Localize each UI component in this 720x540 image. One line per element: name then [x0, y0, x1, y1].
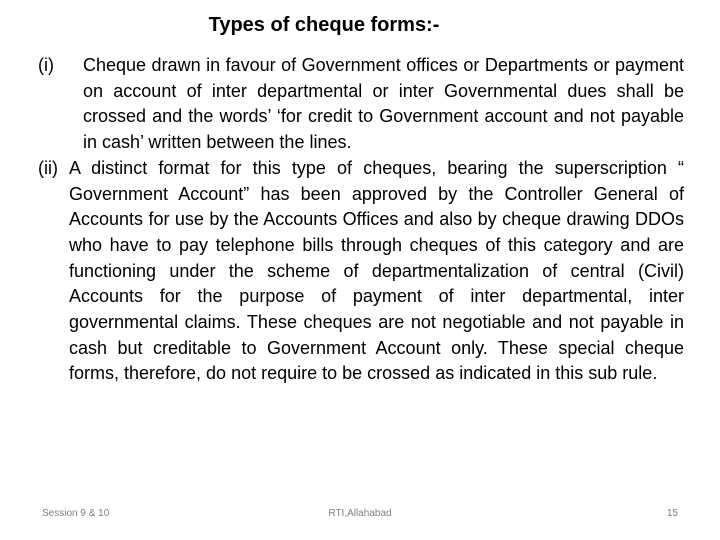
list-item — [38, 53, 684, 156]
cheque-types-list — [38, 53, 684, 387]
list-item-text: A distinct format for this type of cheques, bearing the superscription “ Government Account” has been approved by the Controller General of Accounts for use by the Accounts Offices and also by cheque drawing DDOs who have to pay telephone bills through cheques of this category and are functioning under the scheme of departmentalization of central (Civil) Accounts for the purpose of payment of inter departmental, inter governmental claims. These cheques are not negotiable and not payable in cash but creditable to Government Account only. These special cheque forms, therefore, do not require to be crossed as indicated in this sub rule. — [69, 157, 684, 384]
slide-title-text: Types of cheque forms:- — [208, 14, 440, 36]
slide-title — [0, 10, 720, 40]
list-item-marker: (i) — [38, 55, 54, 75]
footer-session: Session 9 & 10 — [42, 508, 110, 519]
list-item-text: Cheque drawn in favour of Government offices or Departments or payment on account of inter departmental or inter Governmental dues shall be crossed and the words’ ‘for credit to Government account and not payable in cash’ written between the lines. — [83, 55, 684, 153]
footer-institute: RTI,Allahabad — [328, 508, 392, 519]
slide-number: 15 — [666, 508, 678, 519]
list-item-marker: (ii) — [38, 157, 58, 178]
list-item — [38, 156, 684, 387]
